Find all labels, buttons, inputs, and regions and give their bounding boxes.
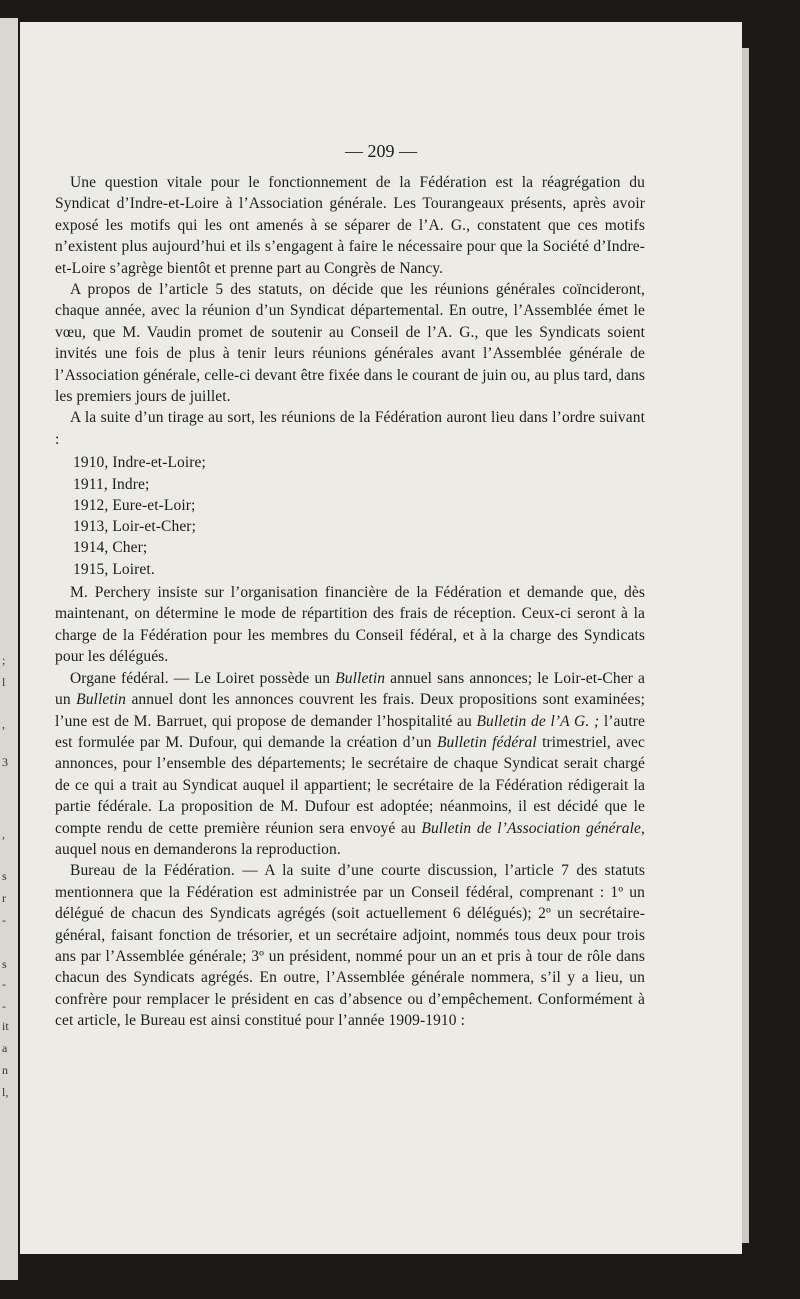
italic-run: Bulletin de l’Association générale [421,819,641,837]
text-run: , auquel nous en demanderons la reproduction. [55,819,645,858]
paragraph-bureau: Bureau de la Fédération. — A la suite d’une courte discussion, l’article 7 des statuts mentionnera que la Fédération est administrée par un Conseil fédéral, comprenant : 1º un délégué de chacun des Syndicats agrégés (soit actuellement 6 délégués); 2º un secrétaire-général, faisant fonction de trésorier, et un secrétaire adjoint, nommés tous deux pour trois ans par l’Assemblée générale; 3º un président, nommé pour un an et pris à tour de rôle dans chacun des Syndicats agrégés. En outre, l’Assemblée générale nommera, s’il y a lieu, un confrère pour remplacer le président en cas d’absence ou d’empêchement. Conformément à cet article, le Bureau est ainsi constitué pour l’année 1909-1910 : [55,862,645,1030]
prev-page-mark: 3 [2,755,8,769]
prev-page-mark: l [2,675,6,689]
prev-page-mark: , [2,827,5,841]
italic-run: Bulletin de l’A G. ; [476,712,600,730]
text-run: Organe fédéral. — Le Loiret possède un [70,669,336,687]
prev-page-mark: - [2,977,6,991]
prev-page-mark: s [2,869,7,883]
previous-page-edge [0,18,18,1280]
paragraph-article-5: A propos de l’article 5 des statuts, on décide que les réunions générales coïncideront, chaque année, avec la réunion d’un Syndicat départemental. En outre, l’Assemblée émet le vœu, que M. Vaudin promet de soutenir au Conseil de l’A. G., que les Syndicats soient invités une fois de plus à tenir leurs réunions générales avant l’Assemblée générale de l’Association générale, celle-ci devant être fixée dans le courant de juin ou, au plus tard, dans les premiers jours de juillet. [55,281,645,406]
prev-page-mark: l, [2,1085,9,1099]
prev-page-mark: it [2,1019,9,1033]
book-page [20,22,742,1254]
meeting-schedule-list [55,452,645,580]
prev-page-mark: ; [2,653,6,667]
prev-page-mark: - [2,999,6,1013]
list-item: 1910, Indre-et-Loire; [73,454,206,472]
prev-page-mark: a [2,1041,8,1055]
italic-run: Bulletin [76,691,127,709]
page-number: — 209 — [345,141,417,161]
italic-run: Bulletin fédéral [436,733,537,751]
text-run: trimestriel, avec annonces, pour l’ensemble des départements; le secrétaire de chaque Syndicat serait chargé de ce qui a trait au Syndicat auquel il appartient; le secrétaire de la Fédération rédigerait la partie fédérale. La proposition de M. Dufour est adoptée; néanmoins, il est décidé que le compte rendu de cette première réunion sera envoyé au [55,733,645,837]
text-run: annuel sans annonces; le Loir-et-Cher a un [55,669,645,709]
list-item: 1914, Cher; [73,539,148,557]
prev-page-mark: n [2,1063,8,1077]
list-item: 1912, Eure-et-Loir; [73,496,196,514]
prev-page-mark: - [2,913,6,927]
page-body [55,172,645,1032]
list-item: 1911, Indre; [73,475,150,493]
list-item: 1913, Loir-et-Cher; [73,518,196,536]
prev-page-mark: r [2,891,6,905]
text-run: l’autre est formulée par M. Dufour, qui demande la création d’un [55,712,645,751]
paragraph-reaggregation: Une question vitale pour le fonctionnement de la Fédération est la réagrégation du Syndicat d’Indre-et-Loire à l’Association générale. Les Tourangeaux présents, après avoir exposé les motifs qui les ont amenés à se séparer de l’A. G., constatent que ces motifs n’existent plus aujourd’hui et ils s’engagent à faire le nécessaire pour que la Société d’Indre-et-Loire s’agrège bientôt et prenne part au Congrès de Nancy. [55,174,645,277]
paragraph-finances: M. Perchery insiste sur l’organisation financière de la Fédération et demande que, dès maintenant, on détermine le mode de répartition des frais de réception. Ceux-ci seront à la charge de la Fédération pour les membres du Conseil fédéral, et à la charge des Syndicats pour les délégués. [55,584,645,666]
text-run: annuel dont les annonces couvrent les frais. Deux propositions sont examinées; l’une est de M. Barruet, qui propose de demander l’hospitalité au [55,691,645,730]
prev-page-mark: s [2,957,7,971]
prev-page-mark: , [2,717,5,731]
italic-run: Bulletin [335,669,386,687]
paragraph-organe-federal [55,668,645,861]
list-item: 1915, Loiret. [73,560,155,578]
paragraph-meeting-order: A la suite d’un tirage au sort, les réunions de la Fédération auront lieu dans l’ordre suivant : [55,409,645,448]
